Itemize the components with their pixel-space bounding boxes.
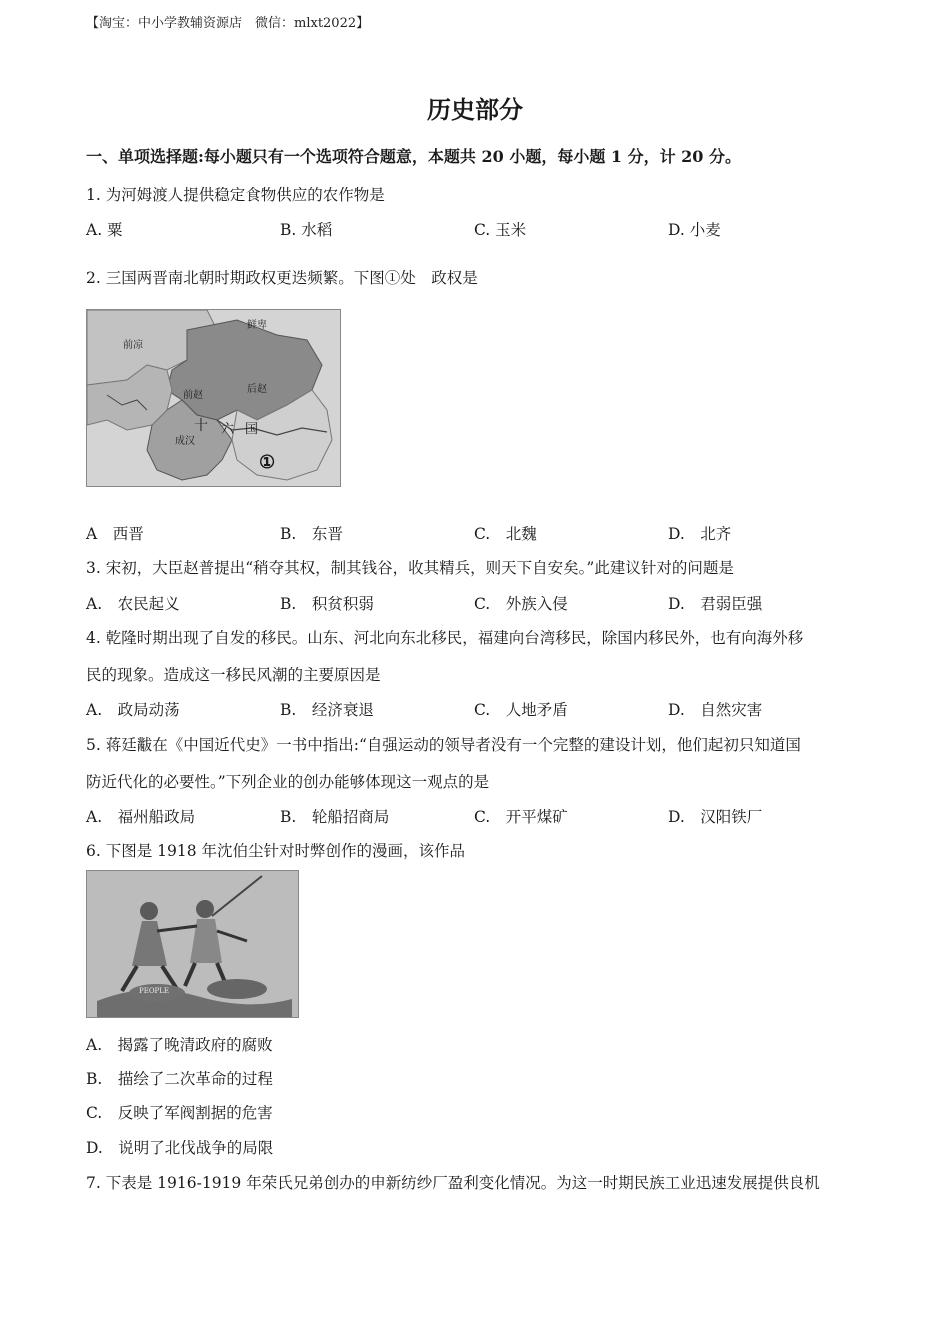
map-label-qianzhao: 前赵: [183, 390, 203, 401]
option-b: B. 积贫积弱: [280, 595, 374, 613]
question-4-options: [86, 698, 866, 720]
cartoon-drawing: [87, 871, 298, 1017]
question-5-stem-line2: 防近代化的必要性。”下列企业的创办能够体现这一观点的是: [86, 773, 490, 791]
page-title: 历史部分: [427, 95, 523, 124]
question-6-option-b: B. 描绘了二次革命的过程: [86, 1070, 273, 1088]
map-label-houzhao: 后赵: [247, 384, 267, 395]
section-heading: 一、单项选择题:每小题只有一个选项符合题意，本题共 20 小题，每小题 1 分，计 20 分。: [86, 147, 741, 166]
map-label-shi: 十: [194, 418, 208, 434]
option-c: C. 北魏: [474, 525, 537, 543]
option-c: C. 开平煤矿: [474, 808, 568, 826]
map-image: [86, 309, 341, 487]
question-5-options: [86, 805, 866, 827]
option-c: C. 外族入侵: [474, 595, 568, 613]
question-1-options: [86, 218, 866, 240]
question-4-stem-line2: 民的现象。造成这一移民风潮的主要原因是: [86, 666, 381, 684]
option-d: D. 北齐: [668, 525, 732, 543]
map-label-xianbei: 鲜卑: [247, 320, 267, 331]
question-3-stem: 3. 宋初，大臣赵普提出“稍夺其权，制其钱谷，收其精兵，则天下自安矣。”此建议针对的问题是: [86, 559, 734, 577]
map-label-chenghan: 成汉: [175, 436, 195, 447]
map-label-guo: 国: [245, 422, 259, 437]
map-label-qianliang: 前凉: [123, 340, 143, 351]
option-d: D. 君弱臣强: [668, 595, 763, 613]
option-b: B. 经济衰退: [280, 701, 374, 719]
question-6-option-c: C. 反映了军阀割据的危害: [86, 1104, 273, 1122]
option-a: A. 政局动荡: [86, 701, 180, 719]
question-7-stem: 7. 下表是 1916-1919 年荣氏兄弟创办的申新纺纱厂盈利变化情况。为这一时期民族工业迅速发展提供良机: [86, 1174, 820, 1192]
option-a: A. 福州船政局: [86, 808, 196, 826]
option-a: A. 农民起义: [86, 595, 180, 613]
question-6-stem: 6. 下图是 1918 年沈伯尘针对时弊创作的漫画，该作品: [86, 842, 466, 860]
cartoon-label-people: PEOPLE: [139, 987, 170, 995]
option-c: C. 玉米: [474, 221, 527, 239]
question-2-stem: 2. 三国两晋南北朝时期政权更迭频繁。下图①处 政权是: [86, 269, 478, 287]
option-b: B. 轮船招商局: [280, 808, 390, 826]
question-2-options: [86, 522, 866, 544]
map-label-circle-1: ①: [259, 452, 276, 473]
option-a: A. 粟: [86, 221, 123, 239]
question-1-stem: 1. 为河姆渡人提供稳定食物供应的农作物是: [86, 186, 385, 204]
cartoon-image: [86, 870, 299, 1018]
option-d: D. 自然灾害: [668, 701, 763, 719]
question-3-options: [86, 592, 866, 614]
question-6-option-d: D. 说明了北伐战争的局限: [86, 1139, 274, 1157]
option-a: A 西晋: [86, 525, 144, 543]
page-header: 【淘宝：中小学教辅资源店 微信：mlxt2022】: [86, 16, 370, 31]
map-label-liu: 六: [221, 422, 235, 437]
option-c: C. 人地矛盾: [474, 701, 568, 719]
option-b: B. 水稻: [280, 221, 333, 239]
option-b: B. 东晋: [280, 525, 343, 543]
option-d: D. 汉阳铁厂: [668, 808, 763, 826]
option-d: D. 小麦: [668, 221, 721, 239]
question-5-stem-line1: 5. 蒋廷黻在《中国近代史》一书中指出:“自强运动的领导者没有一个完整的建设计划，他们起初只知道国: [86, 736, 801, 754]
question-4-stem-line1: 4. 乾隆时期出现了自发的移民。山东、河北向东北移民，福建向台湾移民，除国内移民外，也有向海外移: [86, 629, 804, 647]
question-6-option-a: A. 揭露了晚清政府的腐败: [86, 1036, 273, 1054]
